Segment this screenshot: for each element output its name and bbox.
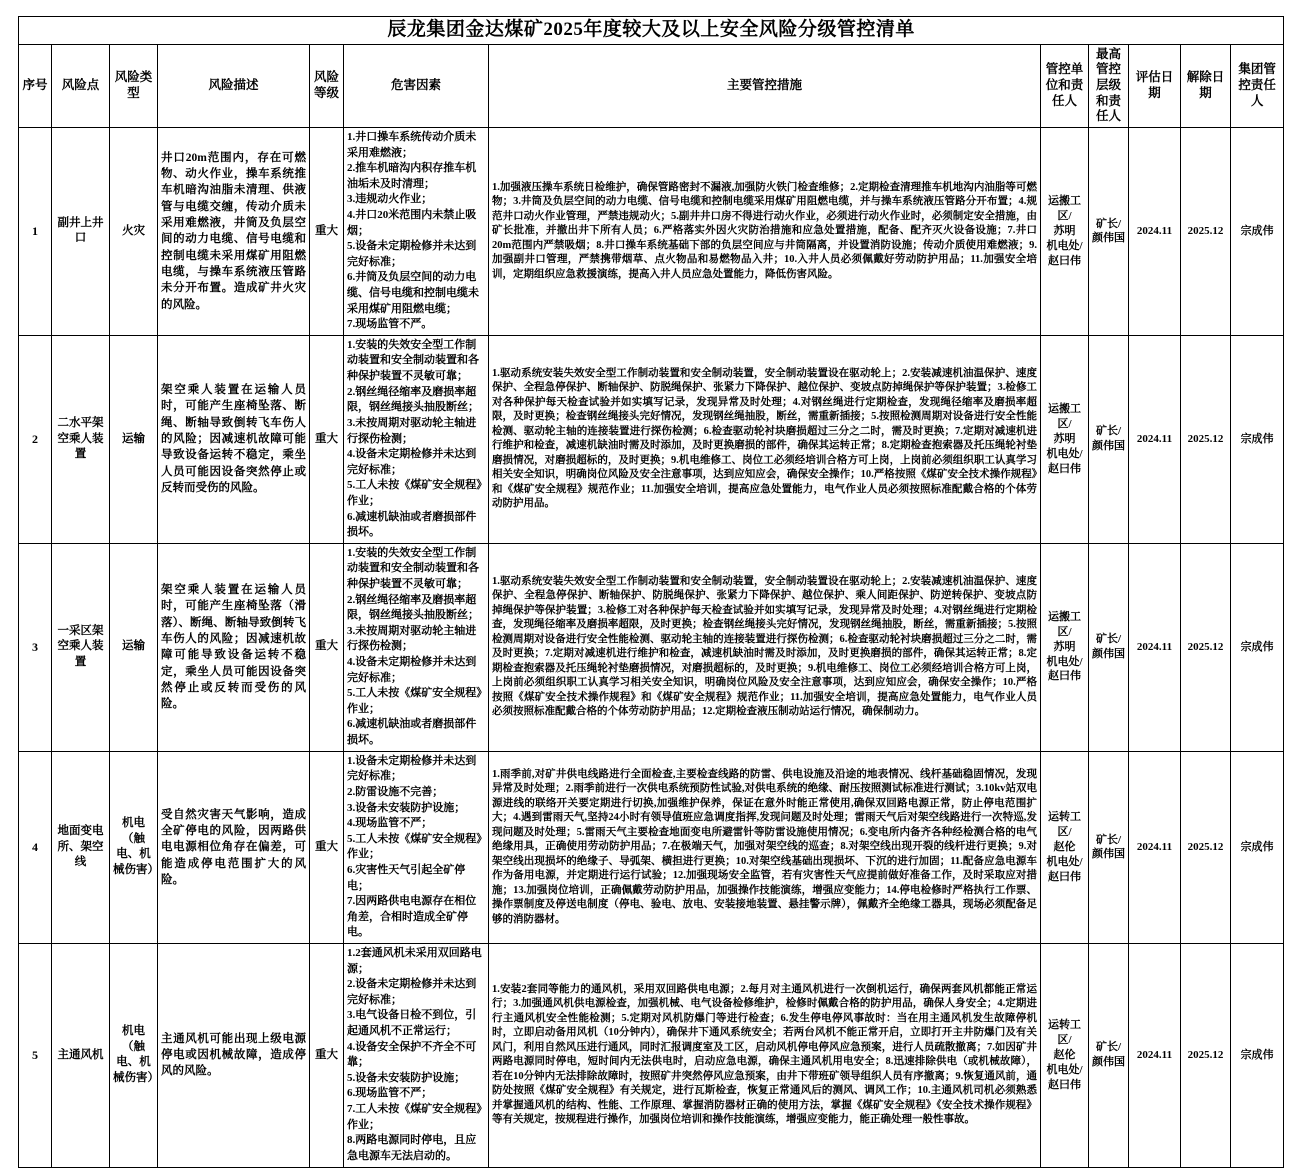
- cell-risk-point: 主通风机: [52, 944, 110, 1168]
- cell-top-level: 矿长/ 颜伟国: [1089, 944, 1129, 1168]
- cell-risk-type: 运输: [110, 335, 158, 543]
- col-header-main-measures: 主要管控措施: [489, 44, 1041, 127]
- cell-assess-date: 2024.11: [1129, 751, 1181, 943]
- table-row: [19, 944, 1284, 1168]
- cell-risk-level: 重大: [310, 335, 344, 543]
- col-header-risk-desc: 风险描述: [158, 44, 310, 127]
- cell-control-unit: 运转工区/ 赵伦 机电处/ 赵曰伟: [1041, 751, 1089, 943]
- cell-group-person: 宗成伟: [1231, 944, 1284, 1168]
- cell-risk-desc: 井口20m范围内，存在可燃物、动火作业，操车系统推车机暗沟油脂未清理、供液管与电缆交缠，传动介质未采用难燃液，井筒及负层空间的动力电缆、信号电缆和控制电缆未采用煤矿用阻燃电缆，与操车系统液压管路未分开布置。造成矿井火灾的风险。: [158, 127, 310, 335]
- col-header-hazard-factors: 危害因素: [344, 44, 489, 127]
- cell-main-measures: 1.驱动系统安装失效安全型工作制动装置和安全制动装置，安全制动装置设在驱动轮上；2.安装减速机油温保护、速度保护、全程急停保护、断轴保护、防脱绳保护、张紧力下降保护、越位保护、变坡点防掉绳保护等保护装置；3.检修工对各种保护每天检查试验并如实填写记录，发现异常及时处理；4.对钢丝绳进行定期检查，发现绳径缩率及磨损率超限，及时更换；检查钢丝绳接头完好情况，发现钢丝绳抽股，断丝，需重新插接；5.按照检测周期对设备进行安全性能检测、驱动轮主轴的连接装置进行探伤检测；6.检查驱动轮衬块磨损超过三分之二时，需及时更换；7.定期对减速机进行维护和检查，减速机缺油时需及时添加，及时更换磨损的部件，确保其运转正常；8.定期检查抱索器及托压绳轮衬垫磨损情况，对磨损超标的，及时更换；9.机电维修工、岗位工必须经培训合格方可上岗，上岗前必须组织职工认真学习相关安全知识，明确岗位风险及安全注意事项，达到应知应会，确保安全操作；10.严格按照《煤矿安全技术操作规程》和《煤矿安全规程》规范作业；11.加强安全培训，提高应急处置能力，电气作业人员必须按照标准配戴合格的个体劳动防护用品。: [489, 335, 1041, 543]
- cell-group-person: 宗成伟: [1231, 127, 1284, 335]
- cell-risk-level: 重大: [310, 751, 344, 943]
- col-header-risk-point: 风险点: [52, 44, 110, 127]
- cell-risk-point: 地面变电所、架空线: [52, 751, 110, 943]
- cell-release-date: 2025.12: [1181, 944, 1231, 1168]
- cell-main-measures: 1.雨季前,对矿井供电线路进行全面检查,主要检查线路的防雷、供电设施及沿途的地表情况、线杆基础稳固情况，发现异常及时处理；2.雨季前进行一次供电系统预防性试验,对供电系统的绝缘、耐压按照测试标准进行测试；3.10kv站双电源进线的联络开关要定期进行切换,加强维护保养，保证在意外时能正常使用,确保双回路电源正常，防止停电范围扩大；4.遇到雷雨天气,坚持24小时有领导值班应急调度指挥,发现问题及时处理；雷雨天气后对架空线路进行一次特巡,发现问题及时处理；5.雷雨天气主要检查地面变电所避雷针等防雷设施使用情况；6.变电所内备齐各种经检测合格的电气绝缘用具，正确使用劳动防护用品；7.在极端天气，加强对架空线的巡查；8.对架空线出现开裂的线杆进行更换；9.对架空线出现损坏的绝缘子、导弧架、横担进行更换；10.对架空线基础出现损坏、下沉的进行加固；11.配备应急电源车作为备用电源，并定期进行运行试验；12.加强现场安全监管，若有灾害性天气应提前做好准备工作，及时采取应对措施；13.加强岗位培训，正确佩戴劳动防护用品，加强操作技能演练，增强应变能力；14.停电检修时严格执行工作票、操作票制度及停送电制度（停电、验电、放电、安装接地装置、悬挂警示牌），佩戴齐全绝缘工器具，现场必须配备足够的消防器材。: [489, 751, 1041, 943]
- cell-risk-desc: 主通风机可能出现上级电源停电或因机械故障，造成停风的风险。: [158, 944, 310, 1168]
- cell-group-person: 宗成伟: [1231, 751, 1284, 943]
- risk-control-table: [18, 16, 1284, 1168]
- col-header-top-level: 最高管控层级和责任人: [1089, 44, 1129, 127]
- cell-risk-type: 火灾: [110, 127, 158, 335]
- cell-seq: 1: [19, 127, 52, 335]
- col-header-seq: 序号: [19, 44, 52, 127]
- cell-release-date: 2025.12: [1181, 335, 1231, 543]
- header-row: [19, 44, 1284, 127]
- cell-control-unit: 运搬工区/ 苏明 机电处/ 赵曰伟: [1041, 127, 1089, 335]
- page-title: 辰龙集团金达煤矿2025年度较大及以上安全风险分级管控清单: [19, 17, 1284, 45]
- cell-hazard-factors: 1.安装的失效安全型工作制动装置和安全制动装置和各种保护装置不灵敏可靠； 2.钢丝绳径缩率及磨损率超限，钢丝绳接头抽股断丝； 3.未按周期对驱动轮主轴进行探伤检测； 4.设备未定期检修并未达到完好标准； 5.工人未按《煤矿安全规程》作业； 6.减速机缺油或者磨损部件损坏。: [344, 543, 489, 751]
- cell-assess-date: 2024.11: [1129, 127, 1181, 335]
- cell-main-measures: 1.加强液压操车系统日检维护，确保管路密封不漏液,加强防火铁门检查维修；2.定期检查清理推车机地沟内油脂等可燃物；3.井筒及负层空间的动力电缆、信号电缆和控制电缆采用煤矿用阻燃电缆，并与操车系统液压管路分开布置；4.规范井口动火作业管理，严禁违规动火；5.副井井口房不得进行动火作业，必须进行动火作业时，必须制定安全措施，由矿长批准，并撤出井下所有人员；6.严格落实外因火灾防治措施和应急处置措施，配备、配齐灭火设备设施；7.井口20m范围内严禁吸烟；8.井口操车系统基础下部的负层空间应与井筒隔离，并设置消防设施；传动介质使用难燃液；9.加强副井口管理，严禁携带烟草、点火物品和易燃物品入井；10.入井人员必须佩戴好劳动防护用品；11.加强安全培训，定期组织应急救援演练，提高入井人员应急处置能力，降低伤害风险。: [489, 127, 1041, 335]
- cell-release-date: 2025.12: [1181, 127, 1231, 335]
- cell-main-measures: 1.安装2套同等能力的通风机，采用双回路供电电源；2.每月对主通风机进行一次倒机运行，确保两套风机都能正常运行；3.加强通风机供电源检查，加强机械、电气设备检修维护，检修时佩戴合格的防护用品，确保人身安全；4.定期进行主通风机安全性能检测；5.定期对风机防爆门等进行检查；6.发生停电停风事故时：当在用主通风机发生故障停机时，立即启动备用风机（10分钟内），确保井下通风系统安全；若两台风机不能正常开启，立即打开主井防爆门及有关风门，利用自然风压进行通风，同时汇报调度室及工区，启动风机停电停风应急预案，进行人员疏散撤离；7.如因矿井两路电源同时停电，短时间内无法供电时，启动应急电源，确保主通风机用电安全；8.迅速排除供电（或机械故障），若在10分钟内无法排除故障时，按照矿井突然停风应急预案，由井下带班矿领导组织人员有序撤离；9.恢复通风前，通防处按照《煤矿安全规程》有关规定，进行瓦斯检查，恢复正常通风后的测风、调风工作；10.主通风机司机必须熟悉并掌握通风机的结构、性能、工作原理、掌握消防器材正确的使用方法，掌握《煤矿安全规程》《安全技术操作规程》等有关规定，按规程进行操作，加强岗位培训和操作技能演练，增强应变能力，能正确处理一般性事故。: [489, 944, 1041, 1168]
- col-header-risk-type: 风险类型: [110, 44, 158, 127]
- cell-risk-type: 运输: [110, 543, 158, 751]
- col-header-assess-date: 评估日期: [1129, 44, 1181, 127]
- table-row: [19, 127, 1284, 335]
- table-body: [19, 127, 1284, 1167]
- title-row: [19, 17, 1284, 45]
- cell-risk-level: 重大: [310, 944, 344, 1168]
- cell-risk-type: 机电（触电、机械伤害）: [110, 751, 158, 943]
- cell-risk-level: 重大: [310, 543, 344, 751]
- cell-hazard-factors: 1.2套通风机未采用双回路电源； 2.设备未定期检修并未达到完好标准； 3.电气设备日检不到位，引起通风机不正常运行； 4.设备安全保护不齐全不可靠； 5.设备未安装防护设施； 6.现场监管不严； 7.工人未按《煤矿安全规程》作业； 8.两路电源同时停电，且应急电源车无法启动的。: [344, 944, 489, 1168]
- cell-assess-date: 2024.11: [1129, 944, 1181, 1168]
- cell-hazard-factors: 1.安装的失效安全型工作制动装置和安全制动装置和各种保护装置不灵敏可靠； 2.钢丝绳径缩率及磨损率超限，钢丝绳接头抽股断丝； 3.未按周期对驱动轮主轴进行探伤检测； 4.设备未定期检修并未达到完好标准； 5.工人未按《煤矿安全规程》作业； 6.减速机缺油或者磨损部件损坏。: [344, 335, 489, 543]
- cell-control-unit: 运转工区/ 赵伦 机电处/ 赵曰伟: [1041, 944, 1089, 1168]
- cell-risk-desc: 受自然灾害天气影响，造成全矿停电的风险，因两路供电电源相位角存在偏差，可能造成停电范围扩大的风险。: [158, 751, 310, 943]
- table-row: [19, 751, 1284, 943]
- cell-risk-point: 副井上井口: [52, 127, 110, 335]
- cell-control-unit: 运搬工区/ 苏明 机电处/ 赵曰伟: [1041, 335, 1089, 543]
- col-header-control-unit: 管控单位和责任人: [1041, 44, 1089, 127]
- cell-group-person: 宗成伟: [1231, 335, 1284, 543]
- cell-top-level: 矿长/ 颜伟国: [1089, 751, 1129, 943]
- cell-seq: 4: [19, 751, 52, 943]
- col-header-release-date: 解除日期: [1181, 44, 1231, 127]
- cell-top-level: 矿长/ 颜伟国: [1089, 543, 1129, 751]
- cell-release-date: 2025.12: [1181, 751, 1231, 943]
- cell-hazard-factors: 1.设备未定期检修并未达到完好标准； 2.防雷设施不完善； 3.设备未安装防护设施； 4.现场监管不严； 5.工人未按《煤矿安全规程》作业； 6.灾害性天气引起全矿停电； 7.因两路供电电源存在相位角差，合相时造成全矿停电。: [344, 751, 489, 943]
- cell-risk-level: 重大: [310, 127, 344, 335]
- cell-seq: 3: [19, 543, 52, 751]
- cell-release-date: 2025.12: [1181, 543, 1231, 751]
- col-header-risk-level: 风险等级: [310, 44, 344, 127]
- cell-risk-point: 一采区架空乘人装置: [52, 543, 110, 751]
- cell-risk-desc: 架空乘人装置在运输人员时，可能产生座椅坠落、断绳、断轴导致倒转飞车伤人的风险；因减速机故障可能导致设备运转不稳定，乘坐人员可能因设备突然停止或反转而受伤的风险。: [158, 335, 310, 543]
- cell-top-level: 矿长/ 颜伟国: [1089, 127, 1129, 335]
- cell-group-person: 宗成伟: [1231, 543, 1284, 751]
- cell-assess-date: 2024.11: [1129, 543, 1181, 751]
- cell-top-level: 矿长/ 颜伟国: [1089, 335, 1129, 543]
- cell-risk-type: 机电（触电、机械伤害）: [110, 944, 158, 1168]
- cell-risk-desc: 架空乘人装置在运输人员时，可能产生座椅坠落（滑落）、断绳、断轴导致倒转飞车伤人的风险；因减速机故障可能导致设备运转不稳定，乘坐人员可能因设备突然停止或反转而受伤的风险。: [158, 543, 310, 751]
- cell-seq: 5: [19, 944, 52, 1168]
- cell-control-unit: 运搬工区/ 苏明 机电处/ 赵曰伟: [1041, 543, 1089, 751]
- table-row: [19, 543, 1284, 751]
- cell-seq: 2: [19, 335, 52, 543]
- table-row: [19, 335, 1284, 543]
- cell-risk-point: 二水平架空乘人装置: [52, 335, 110, 543]
- cell-hazard-factors: 1.井口操车系统传动介质未采用难燃液； 2.推车机暗沟内积存推车机油垢未及时清理； 3.违规动火作业； 4.井口20米范围内未禁止吸烟； 5.设备未定期检修并未达到完好标准； 6.井筒及负层空间的动力电缆、信号电缆和控制电缆未采用煤矿用阻燃电缆； 7.现场监管不严。: [344, 127, 489, 335]
- cell-assess-date: 2024.11: [1129, 335, 1181, 543]
- cell-main-measures: 1.驱动系统安装失效安全型工作制动装置和安全制动装置，安全制动装置设在驱动轮上；2.安装减速机油温保护、速度保护、全程急停保护、断轴保护、防脱绳保护、张紧力下降保护、越位保护、乘人间距保护、防逆转保护、变坡点防掉绳保护等保护装置；3.检修工对各种保护每天检查试验并如实填写记录，发现异常及时处理；4.对钢丝绳进行定期检查，发现绳径缩率及磨损率超限，及时更换；检查钢丝绳接头完好情况，发现钢丝绳抽股，断丝，需重新插接；5.按照检测周期对设备进行安全性能检测、驱动轮主轴的连接装置进行探伤检测；6.检查驱动轮衬块磨损超过三分之二时，需及时更换；7.定期对减速机进行维护和检查，减速机缺油时需及时添加，及时更换磨损的部件，确保其运转正常；8.定期检查抱索器及托压绳轮衬垫磨损情况，对磨损超标的，及时更换；9.机电维修工、岗位工必须经培训合格方可上岗，上岗前必须组织职工认真学习相关安全知识，明确岗位风险及安全注意事项，达到应知应会，确保安全操作；10.严格按照《煤矿安全技术操作规程》和《煤矿安全规程》规范作业；11.加强安全培训，提高应急处置能力，电气作业人员必须按照标准配戴合格的个体劳动防护用品；12.定期检查液压制动站运行情况，确保制动力。: [489, 543, 1041, 751]
- table-head: [19, 17, 1284, 128]
- col-header-group-person: 集团管控责任人: [1231, 44, 1284, 127]
